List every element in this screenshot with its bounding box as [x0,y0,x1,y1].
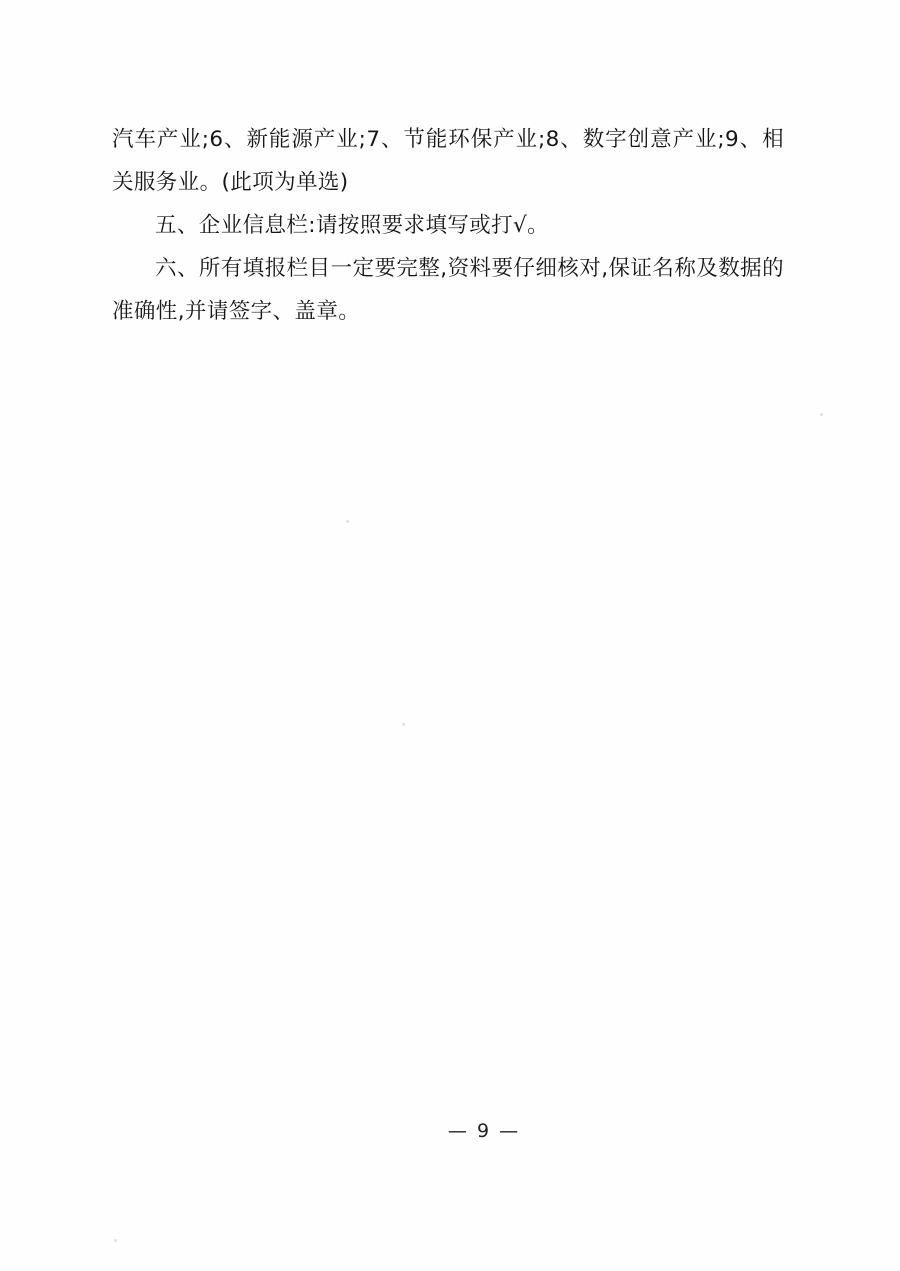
paper-speck [346,520,349,523]
page-number: — 9 — [447,1120,521,1142]
page-footer [0,1120,900,1142]
paper-speck [820,413,823,416]
paper-speck [402,723,405,726]
document-body [112,118,784,333]
paragraph-item-five: 五、企业信息栏:请按照要求填写或打√。 [155,213,550,238]
paragraph-item-six: 六、所有填报栏目一定要完整,资料要仔细核对,保证名称及数据的准确性,并请签字、盖章。 [112,256,784,324]
paragraph-industry-list: 汽车产业;6、新能源产业;7、节能环保产业;8、数字创意产业;9、相关服务业。(此项为单选) [112,127,784,195]
paper-speck [114,1239,117,1242]
